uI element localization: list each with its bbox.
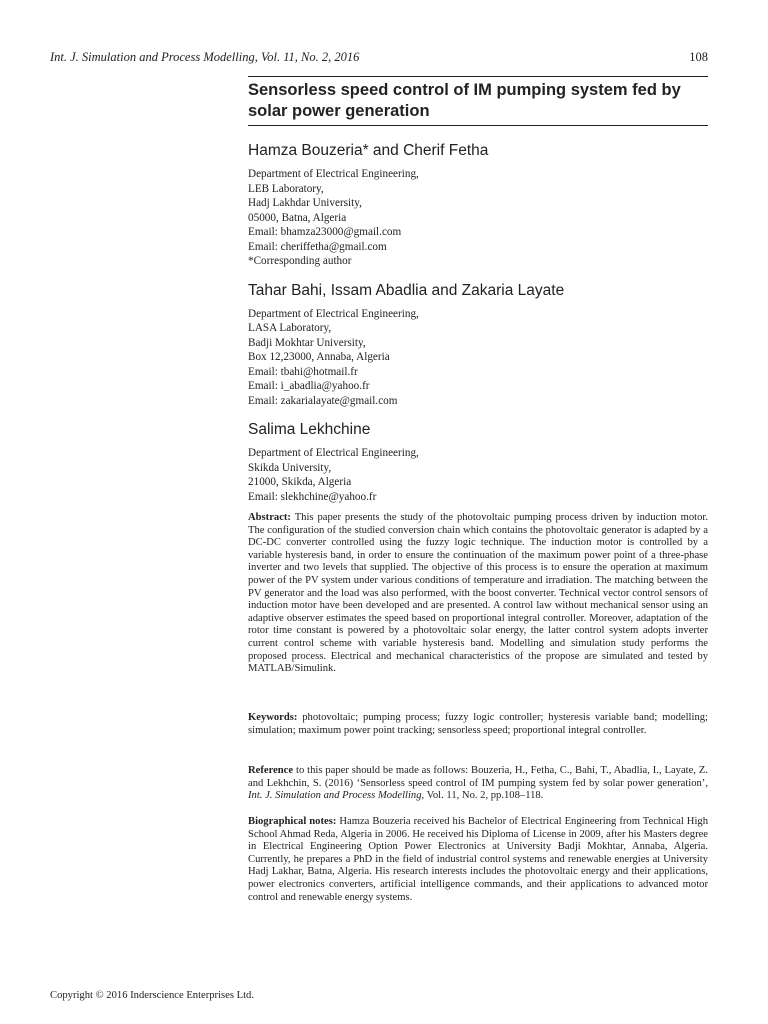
biographical-notes <box>248 816 708 904</box>
bio-text: Hamza Bouzeria received his Bachelor of Electrical Engineering from Technical High School Ahmad Reda, Algeria in 2006. He received his Diploma of License in 2009, after his Masters degree in Electrical Engineering Option Power Electronics at University Badji Mokhtar, Annaba, Algeria. Currently, he prepares a PhD in the field of industrial control systems and renewable energies at University Hadj Lakhar, Batna, Algeria. His research interests includes the photovoltaic energy and their applications, power electronics converters, artificial intelligence commands, and their applications to advanced motor control and renewable energy systems. <box>248 816 708 903</box>
affiliation-line: Hadj Lakhdar University, <box>248 197 362 209</box>
affiliation-line: 05000, Batna, Algeria <box>248 211 347 224</box>
affiliation-line: 21000, Skikda, Algeria <box>248 476 352 488</box>
reference <box>248 765 708 803</box>
affiliation <box>248 167 708 269</box>
reference-journal: Int. J. Simulation and Process Modelling <box>248 790 422 802</box>
email-line: Email: i_abadlia@yahoo.fr <box>248 380 370 392</box>
corresponding-author-note: *Corresponding author <box>248 255 352 267</box>
title-bottom-rule <box>248 125 708 126</box>
abstract <box>248 512 708 676</box>
author-names: Hamza Bouzeria* and Cherif Fetha <box>248 142 489 159</box>
author-group-1 <box>248 141 708 269</box>
email-line: Email: bhamza23000@gmail.com <box>248 226 402 238</box>
affiliation-line: Department of Electrical Engineering, <box>248 307 419 320</box>
copyright-notice: Copyright © 2016 Inderscience Enterprises Ltd. <box>50 990 254 1001</box>
author-names: Tahar Bahi, Issam Abadlia and Zakaria Layate <box>248 281 565 299</box>
email-line: Email: slekhchine@yahoo.fr <box>248 490 377 503</box>
reference-label: Reference <box>248 765 294 776</box>
title-top-rule <box>248 76 708 77</box>
affiliation-line: Skikda University, <box>248 461 332 474</box>
affiliation-line: LEB Laboratory, <box>248 182 324 195</box>
affiliation-line: Box 12,23000, Annaba, Algeria <box>248 351 390 363</box>
reference-volume: , Vol. 11, No. 2, pp.108–118. <box>421 790 544 802</box>
keywords-label: Keywords: <box>248 712 298 723</box>
running-header <box>50 50 708 70</box>
email-line: Email: cheriffetha@gmail.com <box>248 240 387 253</box>
abstract-label: Abstract: <box>248 512 291 523</box>
author-section <box>248 141 708 516</box>
affiliation-line: Department of Electrical Engineering, <box>248 168 419 180</box>
author-names: Salima Lekhchine <box>248 421 371 438</box>
bio-label: Biographical notes: <box>248 816 337 827</box>
page-number: 108 <box>689 50 708 64</box>
affiliation-line: Badji Mokhtar University, <box>248 336 366 349</box>
keywords <box>248 712 708 737</box>
email-line: Email: zakarialayate@gmail.com <box>248 394 398 407</box>
author-group-2 <box>248 281 708 409</box>
email-line: Email: tbahi@hotmail.fr <box>248 365 358 378</box>
affiliation <box>248 307 708 409</box>
author-group-3 <box>248 420 708 504</box>
reference-text: to this paper should be made as follows: Bouzeria, H., Fetha, C., Bahi, T., Abadlia, I., Layate, Z. and Lekhchin, S. (2016) ‘Sensorless speed control of IM pumping system fed by solar power generation’, <box>248 765 708 789</box>
affiliation <box>248 446 708 504</box>
paper-title: Sensorless speed control of IM pumping system fed by solar power generation <box>248 81 681 120</box>
abstract-text: This paper presents the study of the photovoltaic pumping process driven by induction motor. The configuration of the studied conversion chain which contains the photovoltaic generator is adapted by a DC-DC converter controlled using the fuzzy logic technique. The induction motor is controlled by a variable hysteresis band, in order to ensure the continuation of the maximum power point of a three-phase inverter and two levels that supplied. The objective of this process is to ensure the operation at maximum power of the PV system under various conditions of temperature and irradiation. The matching between the PV generator and the load was also performed, with the boost converter. Technical vector control sensors of induction motor have been developed and are presented. A control law without mechanical sensor using an adaptive observer estimates the speed based on proportional integral controller. Moreover, adaptation of the rotor time constant is powered by a photovoltaic solar energy, the latter control system adopts inverter current control scheme with variable hysteresis band. Modelling and simulation study performs the proposed process. Electrical and mechanical characteristics of the propose are simulated and tested by MATLAB/Simulink. <box>248 512 708 675</box>
affiliation-line: LASA Laboratory, <box>248 322 332 334</box>
keywords-text: photovoltaic; pumping process; fuzzy logic controller; hysteresis variable band; modelling; simulation; maximum power point tracking; sensorless speed; proportional integral controller. <box>248 712 708 736</box>
journal-citation: Int. J. Simulation and Process Modelling, Vol. 11, No. 2, 2016 <box>50 50 360 64</box>
affiliation-line: Department of Electrical Engineering, <box>248 447 419 459</box>
